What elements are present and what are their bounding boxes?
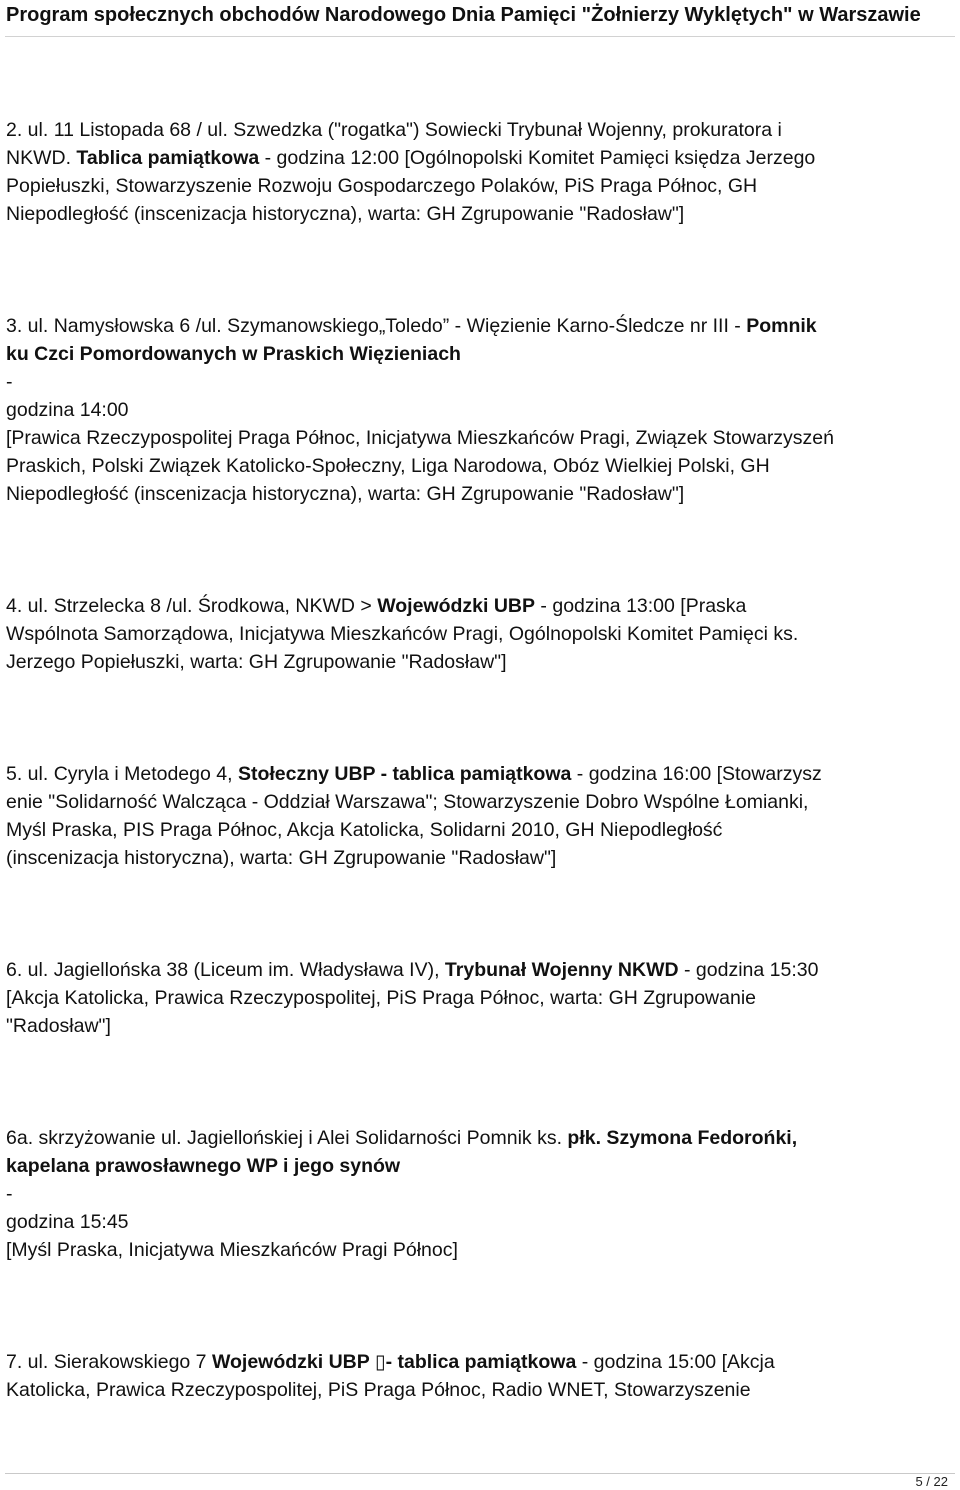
entry-line [6,144,954,172]
entry-line [6,648,954,676]
text-segment: 5. ul. Cyryla i Metodego 4, [6,763,238,785]
program-entry-3 [6,312,954,508]
text-segment: 6a. skrzyżowanie ul. Jagiellońskiej i Alei Solidarności Pomnik ks. [6,1127,568,1149]
entry-line [6,116,954,144]
text-segment: Niepodległość (inscenizacja historyczna), warta: GH Zgrupowanie "Radosław"] [6,483,685,505]
text-segment: - [6,371,13,393]
program-entry-6 [6,956,954,1040]
entry-line [6,844,954,872]
program-entry-5 [6,760,954,872]
entry-line [6,1348,954,1376]
entry-line [6,788,954,816]
entry-line [6,340,954,368]
text-segment: - godzina 15:00 [Akcja [576,1351,775,1373]
program-entry-6a [6,1124,954,1264]
text-segment: godzina 15:45 [6,1211,129,1233]
text-segment: [Prawica Rzeczypospolitej Praga Północ, Inicjatywa Mieszkańców Pragi, Związek Stowarzyszeń [6,427,834,449]
entry-line [6,956,954,984]
text-segment: Wspólnota Samorządowa, Inicjatywa Mieszkańców Pragi, Ogólnopolski Komitet Pamięci ks. [6,623,799,645]
entry-line [6,984,954,1012]
entry-line [6,1376,954,1404]
entry-line [6,1236,954,1264]
footer-divider [5,1473,955,1474]
entry-line [6,172,954,200]
bold-text: Pomnik [746,315,817,337]
page-header-title: Program społecznych obchodów Narodowego Dnia Pamięci "Żołnierzy Wyklętych" w Warszawie [6,4,921,26]
text-segment: - [6,1183,13,1205]
text-segment: Jerzego Popiełuszki, warta: GH Zgrupowanie "Radosław"] [6,651,507,673]
entry-line [6,312,954,340]
header-divider [5,36,955,37]
entry-line [6,452,954,480]
text-segment: Myśl Praska, PIS Praga Północ, Akcja Katolicka, Solidarni 2010, GH Niepodległość [6,819,723,841]
text-segment: - godzina 13:00 [Praska [535,595,747,617]
entry-line [6,396,954,424]
entry-line [6,620,954,648]
bold-text: kapelana prawosławnego WP i jego synów [6,1155,401,1177]
entry-line [6,816,954,844]
text-segment: 6. ul. Jagiellońska 38 (Liceum im. Władysława IV), [6,959,445,981]
text-segment: 4. ul. Strzelecka 8 /ul. Środkowa, NKWD > [6,595,378,617]
text-segment: 3. ul. Namysłowska 6 /ul. Szymanowskiego„Toledo” - Więzienie Karno-Śledcze nr III - [6,315,747,337]
text-segment: enie "Solidarność Walcząca - Oddział Warszawa"; Stowarzyszenie Dobro Wspólne Łomianki, [6,791,809,813]
entry-line [6,200,954,228]
bold-text: Stołeczny UBP - tablica pamiątkowa [237,763,572,785]
page-number: 5 / 22 [915,1474,948,1489]
text-segment: 7. ul. Sierakowskiego 7 [6,1351,212,1373]
text-segment: - godzina 12:00 [Ogólnopolski Komitet Pamięci księdza Jerzego [259,147,816,169]
program-entry-4 [6,592,954,676]
text-segment: - godzina 15:30 [678,959,819,981]
bold-text: płk. Szymona Fedorońki, [567,1127,798,1149]
entry-line [6,1180,954,1208]
text-segment: [Akcja Katolicka, Prawica Rzeczypospolitej, PiS Praga Północ, warta: GH Zgrupowanie [6,987,756,1009]
text-segment: godzina 14:00 [6,399,129,421]
bold-text: Trybunał Wojenny NKWD [444,959,679,981]
entry-line [6,368,954,396]
text-segment: Katolicka, Prawica Rzeczypospolitej, PiS Praga Północ, Radio WNET, Stowarzyszenie [6,1379,751,1401]
bold-text: Tablica pamiątkowa [76,147,260,169]
bold-text: Wojewódzki UBP ▯- tablica pamiątkowa [211,1351,577,1373]
text-segment: (inscenizacja historyczna), warta: GH Zgrupowanie "Radosław"] [6,847,557,869]
entry-line [6,1124,954,1152]
text-segment: Popiełuszki, Stowarzyszenie Rozwoju Gospodarczego Polaków, PiS Praga Północ, GH [6,175,758,197]
text-segment: Niepodległość (inscenizacja historyczna), warta: GH Zgrupowanie "Radosław"] [6,203,685,225]
entry-line [6,592,954,620]
entry-line [6,424,954,452]
program-entry-2 [6,116,954,228]
text-segment: - godzina 16:00 [Stowarzysz [571,763,822,785]
text-segment: 2. ul. 11 Listopada 68 / ul. Szwedzka ("rogatka") Sowiecki Trybunał Wojenny, prokuratora i [6,119,782,141]
program-entry-7 [6,1348,954,1404]
entry-line [6,1152,954,1180]
entry-line [6,760,954,788]
text-segment: Praskich, Polski Związek Katolicko-Społeczny, Liga Narodowa, Obóz Wielkiej Polski, GH [6,455,770,477]
entry-line [6,1012,954,1040]
entry-line [6,480,954,508]
bold-text: Wojewódzki UBP [377,595,536,617]
text-segment: "Radosław"] [6,1015,111,1037]
text-segment: [Myśl Praska, Inicjatywa Mieszkańców Pragi Północ] [6,1239,458,1261]
bold-text: ku Czci Pomordowanych w Praskich Więzieniach [6,343,461,365]
text-segment: NKWD. [6,147,77,169]
entry-line [6,1208,954,1236]
